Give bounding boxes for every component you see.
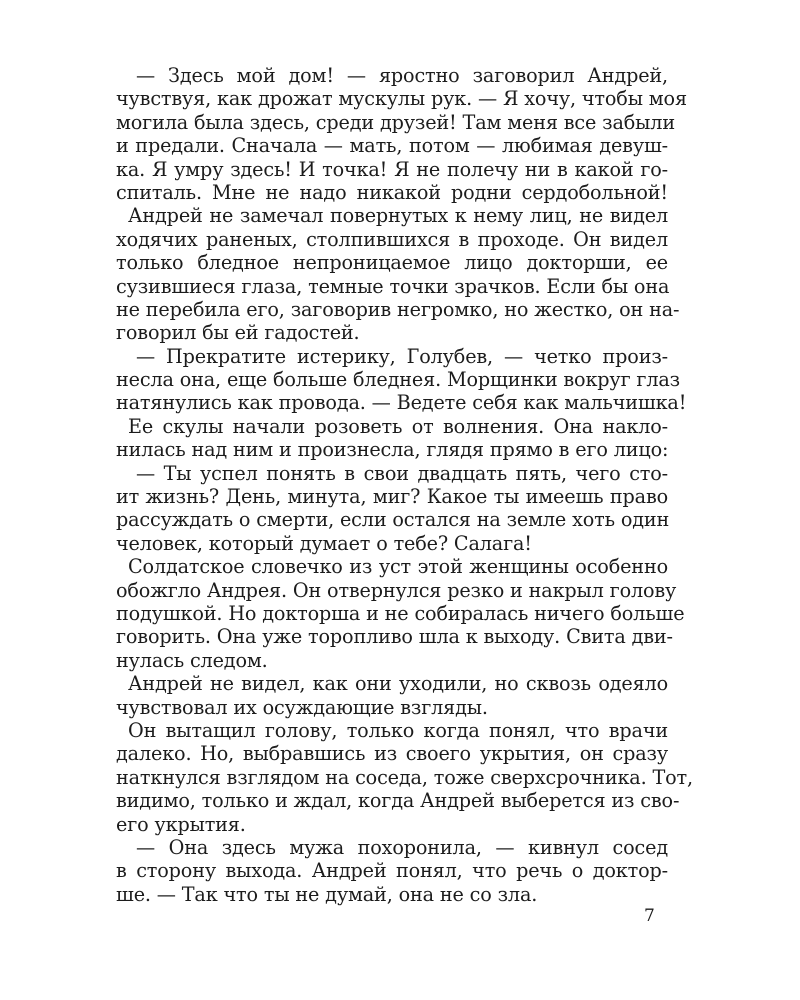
text-line: говорить. Она уже торопливо шла к выходу. Свита дви- [116,625,673,649]
text-line: несла она, еще больше бледнея. Морщинки вокруг глаз [116,368,680,392]
text-line: обожгло Андрея. Он отвернулся резко и накрыл голову [116,578,677,602]
text-line: наткнулся взглядом на соседа, тоже сверхсрочника. Тот, [116,765,693,789]
text-line: ше. — Так что ты не думай, она не со зла. [116,882,538,906]
text-line: видимо, только и ждал, когда Андрей выберется из сво- [116,789,680,813]
body-text [116,64,693,906]
text-line: ит жизнь? День, минута, миг? Какое ты имеешь право [116,485,668,509]
text-line: его укрытия. [116,812,246,836]
text-line: сузившиеся глаза, темные точки зрачков. Если бы она [116,274,670,298]
text-line: рассуждать о смерти, если остался на земле хоть один [116,508,670,532]
text-line: чувствуя, как дрожат мускулы рук. — Я хочу, чтобы моя [116,87,687,111]
page-number: 7 [644,906,655,926]
text-line: — Она здесь мужа похоронила, — кивнул сосед [136,835,668,859]
text-line: говорил бы ей гадостей. [116,321,360,345]
text-line: — Прекратите истерику, Голубев, — четко произ- [136,344,668,368]
text-line: нулась следом. [116,648,268,672]
text-line: только бледное непроницаемое лицо докторши, ее [116,251,668,275]
text-line: подушкой. Но докторша и не собиралась ничего больше [116,601,685,625]
text-line: — Здесь мой дом! — яростно заговорил Андрей, [136,64,668,87]
text-line: в сторону выхода. Андрей понял, что речь о доктор- [116,859,668,883]
text-line: натянулись как провода. — Ведете себя как мальчишка! [116,391,687,415]
text-line: не перебила его, заговорив негромко, но жестко, он на- [116,297,680,321]
text-line: и предали. Сначала — мать, потом — любимая девуш- [116,134,668,158]
text-line: спиталь. Мне не надо никакой родни сердобольной! [116,180,668,204]
text-line: далеко. Но, выбравшись из своего укрытия, он сразу [116,742,668,766]
text-line: ка. Я умру здесь! И точка! Я не полечу ни в какой го- [116,157,668,181]
text-line: Андрей не замечал повернутых к нему лиц, не видел [128,204,668,228]
text-line: Ее скулы начали розоветь от волнения. Она накло- [128,414,668,438]
text-line: могила была здесь, среди друзей! Там меня все забыли [116,110,675,134]
text-line: нилась над ним и произнесла, глядя прямо в его лицо: [116,438,669,462]
text-line: ходячих раненых, столпившихся в проходе. Он видел [116,227,668,251]
text-line: чувствовал их осуждающие взгляды. [116,695,488,719]
text-line: человек, который думает о тебе? Салага! [116,531,532,555]
text-line: Андрей не видел, как они уходили, но сквозь одеяло [128,672,668,696]
text-line: — Ты успел понять в свои двадцать пять, чего сто- [136,461,668,485]
text-line: Солдатское словечко из уст этой женщины особенно [128,555,668,579]
text-line: Он вытащил голову, только когда понял, что врачи [128,718,668,742]
